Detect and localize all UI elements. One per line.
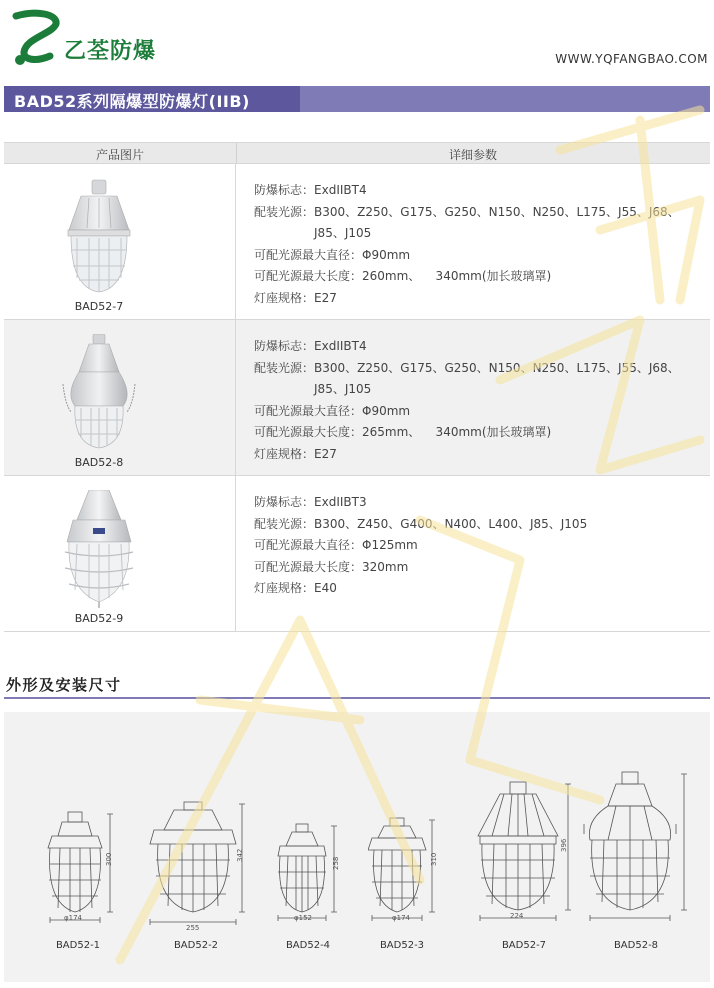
table-row <box>4 320 710 476</box>
logo-mark-icon <box>6 8 64 70</box>
height-dimension-label: 300 <box>105 852 113 866</box>
param-ex-mark: 防爆标志： ExdIIBT4 <box>254 339 367 353</box>
lamp-line-drawing-icon <box>148 800 248 930</box>
param-lamp-base: 灯座规格： E40 <box>254 581 337 595</box>
product-model-label: BAD52-8 <box>74 456 124 469</box>
lamp-model-label: BAD52-3 <box>379 940 425 951</box>
param-max-length: 可配光源最大长度： 260mm、 340mm(加长玻璃罩) <box>254 269 552 283</box>
column-header-image: 产品图片 <box>95 148 144 162</box>
height-dimension-label: 258 <box>332 856 340 870</box>
series-title: BAD52系列隔爆型防爆灯(IIB) <box>14 92 250 111</box>
product-image-cell <box>4 164 236 319</box>
param-max-diameter: 可配光源最大直径： Φ90mm <box>254 403 411 418</box>
lamp-photo-bad52-7 <box>59 178 139 298</box>
dimension-drawing-bad52-7 <box>476 780 576 928</box>
width-dimension-label: 255 <box>186 924 200 932</box>
series-title-bar <box>4 86 710 112</box>
lamp-line-drawing-icon <box>272 822 352 927</box>
lamp-photo-bad52-8 <box>59 334 139 454</box>
product-image-cell <box>4 320 236 475</box>
param-max-length: 可配光源最大长度： 320mm <box>254 559 409 574</box>
dimension-drawing-bad52-2 <box>148 800 248 930</box>
lamp-line-drawing-icon <box>36 808 126 928</box>
dimension-drawing-bad52-3 <box>368 816 448 928</box>
website-url[interactable]: WWW.YQFANGBAO.COM <box>555 52 708 66</box>
lamp-model-label: BAD52-1 <box>55 940 101 951</box>
param-light-source: 配装光源： B300、Z450、G400、N400、L400、J85、J105 <box>254 516 588 531</box>
lamp-model-label: BAD52-7 <box>501 940 547 951</box>
dimensions-section-title: 外形及安装尺寸 <box>6 676 122 694</box>
param-max-diameter: 可配光源最大直径： Φ90mm <box>254 247 411 262</box>
product-model-label: BAD52-9 <box>74 612 124 625</box>
dimension-drawing-bad52-8 <box>582 770 692 928</box>
param-max-length: 可配光源最大长度： 265mm、 340mm(加长玻璃罩) <box>254 425 552 439</box>
param-light-source: 配装光源： B300、Z250、G175、G250、N150、N250、L175、J55、J68、 J85、J105 <box>254 204 680 240</box>
width-dimension-label: φ152 <box>294 914 312 922</box>
spec-table <box>4 142 710 632</box>
width-dimension-label: 224 <box>510 912 524 920</box>
lamp-model-label: BAD52-8 <box>613 940 659 951</box>
param-ex-mark: 防爆标志： ExdIIBT4 <box>254 183 367 197</box>
table-row <box>4 164 710 320</box>
width-dimension-label: φ174 <box>392 914 410 922</box>
company-logo <box>6 8 166 70</box>
dimension-drawing-bad52-1 <box>36 808 116 928</box>
section-divider <box>4 697 710 699</box>
column-header-params: 详细参数 <box>448 148 497 162</box>
param-ex-mark: 防爆标志： ExdIIBT3 <box>254 495 367 509</box>
product-params <box>254 336 694 465</box>
lamp-line-drawing-icon <box>476 780 576 928</box>
height-dimension-label: 396 <box>560 838 568 852</box>
param-lamp-base: 灯座规格： E27 <box>254 446 337 461</box>
lamp-model-label: BAD52-2 <box>173 940 219 951</box>
lamp-line-drawing-icon <box>368 816 448 928</box>
product-params <box>254 180 694 309</box>
table-row <box>4 476 710 632</box>
param-lamp-base: 灯座规格： E27 <box>254 290 337 305</box>
spec-table-header <box>4 142 710 164</box>
logo-text: 乙荃防爆 <box>64 39 157 64</box>
product-model-label: BAD52-7 <box>74 300 124 313</box>
lamp-model-label: BAD52-4 <box>285 940 331 951</box>
lamp-photo-bad52-9 <box>59 490 139 610</box>
param-light-source: 配装光源： B300、Z250、G175、G250、N150、N250、L175、J55、J68、 J85、J105 <box>254 360 680 396</box>
width-dimension-label: φ174 <box>64 914 82 922</box>
product-params <box>254 492 694 600</box>
dimension-drawing-bad52-4 <box>272 822 352 927</box>
lamp-line-drawing-icon <box>582 770 692 928</box>
param-max-diameter: 可配光源最大直径： Φ125mm <box>254 538 418 552</box>
height-dimension-label: 342 <box>236 848 244 862</box>
height-dimension-label: 310 <box>430 852 438 866</box>
product-image-cell <box>4 476 236 631</box>
